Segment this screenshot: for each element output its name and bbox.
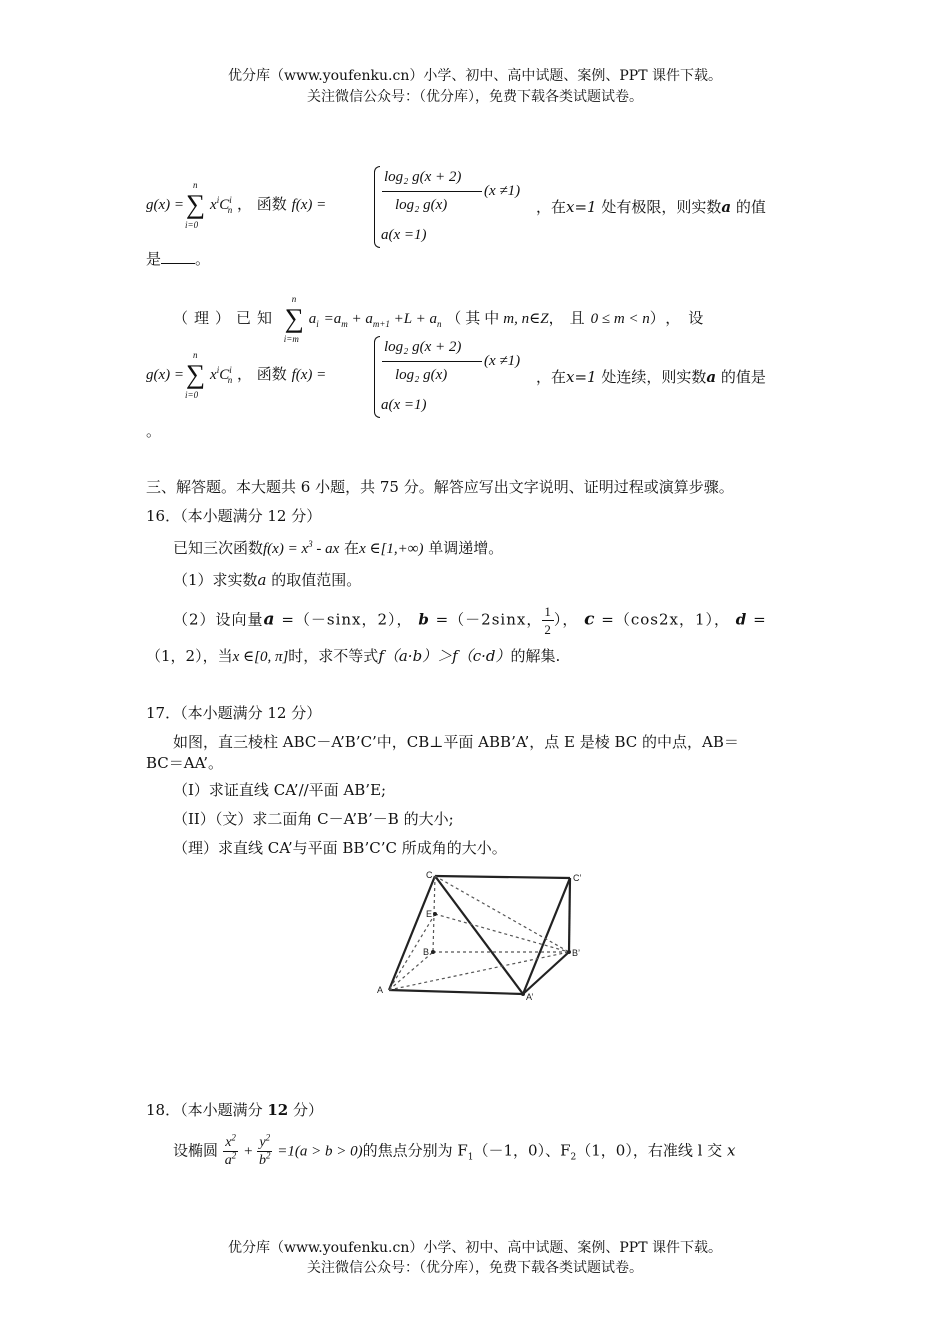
q18-stem: 设椭圆 $\frac{x^2}{a^2}$ + $\frac{y^2}{b^2}$ =1(a > b > 0)的焦点分别为 $F_1(-1$，0）、$F_2(1$，0），右准线 l 交 x xyxy=(173,1132,736,1168)
edge-c1a1 xyxy=(523,878,570,994)
sum-symbol: n ∑ i=0 xyxy=(185,180,206,230)
piecewise-row2-2: a(x =1) xyxy=(381,397,427,413)
piecewise-numerator: log₂ g(x + 2) xyxy=(384,169,462,185)
q16-part2: （2）设向量a =（－sinx，2）， b =（－2sinx， $\frac{1}{2}$ ）， c =（cos2x，1）， d = xyxy=(173,604,767,637)
q15-wen-tail: ，在x=1 处有极限，则实数a 的值 xyxy=(536,198,766,216)
label-b: B xyxy=(423,947,430,957)
q15-wen-line2: 是 。 xyxy=(146,250,211,268)
label-a: A xyxy=(377,985,384,995)
point-a1 xyxy=(521,992,525,996)
section-3-title: 三、解答题。本大题共 6 小题，共 75 分。解答应写出文字说明、证明过程或演算步骤。 xyxy=(146,478,734,496)
q17-part3: （理）求直线 CA’与平面 BB’C’C 所成角的大小。 xyxy=(173,839,507,857)
edge-ca xyxy=(389,876,435,990)
label-c: C xyxy=(426,870,433,880)
q17-stem-1: 如图，直三棱柱 ABC－A’B’C’中，CB⊥平面 ABB’A’，点 E 是棱 BC 的中点，AB＝ xyxy=(173,733,739,751)
header-line-1: 优分库（www.youfenku.cn）小学、初中、高中试题、案例、PPT 课件下载。 xyxy=(227,68,722,84)
footer-line-2: 关注微信公众号：（优分库），免费下载各类试题试卷。 xyxy=(307,1260,643,1276)
q15-li-line1: （理）已知 n ∑ i=m $a_i =a_m + a_{m+1} +L + a_n$ （其中m, n∈Z，且0 ≤ m < n），设 xyxy=(173,294,712,344)
piecewise-row2: a(x =1) xyxy=(381,227,427,243)
piecewise-denominator: log₂ g(x) xyxy=(395,197,448,213)
point-b xyxy=(431,950,435,954)
q15-li-tail: ，在x=1 处连续，则实数a 的值是 xyxy=(536,368,766,386)
g-lhs: g(x) = xyxy=(146,197,185,213)
q18-heading: 18．（本小题满分 12 分） xyxy=(146,1101,324,1119)
label-c1: C’ xyxy=(573,873,582,883)
edge-c1b1 xyxy=(569,878,570,952)
point-e xyxy=(433,912,437,916)
piecewise-condition-2: (x ≠1) xyxy=(484,353,521,369)
edge-ca1 xyxy=(435,876,523,994)
q17-part1: （I）求证直线 CA’//平面 AB’E; xyxy=(173,781,387,799)
fraction-bar-2 xyxy=(382,361,482,362)
edge-aa1 xyxy=(389,990,523,994)
label-a1: A’ xyxy=(526,992,534,1002)
q15-wen-g-definition: g(x) = n ∑ i=0 $x^iC^i_n$ ， 函数 f(x) = xyxy=(146,180,327,230)
q17-part2: （II）（文）求二面角 C－A’B’－B 的大小; xyxy=(173,810,454,828)
q16-part1: （1）求实数a 的取值范围。 xyxy=(173,571,362,589)
piecewise-denominator-2: log₂ g(x) xyxy=(395,367,448,383)
edge-ab1-dashed xyxy=(389,952,569,990)
q16-part2-line2: （1，2），当x ∈[0, π]时，求不等式f（a·b）＞f（c·d）的解集. xyxy=(146,647,561,665)
q16-heading: 16．（本小题满分 12 分） xyxy=(146,507,322,525)
point-b1 xyxy=(567,950,571,954)
edge-cc1 xyxy=(435,876,570,878)
answer-blank[interactable] xyxy=(161,249,195,264)
q17-stem-2: BC＝AA’。 xyxy=(146,754,224,772)
label-b1: B’ xyxy=(572,948,581,958)
piecewise-condition: (x ≠1) xyxy=(484,183,521,199)
piecewise-brace-2 xyxy=(374,336,380,418)
q16-stem: 已知三次函数$f(x) = x^3$ - ax 在x ∈[1,+∞) 单调递增。 xyxy=(173,539,504,557)
q15-li-line2: 。 xyxy=(146,422,162,440)
prism-diagram xyxy=(373,866,593,1006)
fraction-bar xyxy=(382,191,482,192)
q17-heading: 17．（本小题满分 12 分） xyxy=(146,704,322,722)
footer-line-1: 优分库（www.youfenku.cn）小学、初中、高中试题、案例、PPT 课件下载。 xyxy=(227,1240,722,1256)
sum-symbol-2: n ∑ i=0 xyxy=(185,350,206,400)
sum-symbol-li: n ∑ i=m xyxy=(283,294,305,344)
q15-li-g-definition: g(x) = n ∑ i=0 $x^iC^i_n$ ， 函数 f(x) = xyxy=(146,350,327,400)
piecewise-numerator-2: log₂ g(x + 2) xyxy=(384,339,462,355)
prism-figure xyxy=(373,866,593,1006)
label-e: E xyxy=(426,909,433,919)
piecewise-brace xyxy=(374,166,380,248)
edge-b1a1 xyxy=(523,952,569,994)
header-line-2: 关注微信公众号：（优分库），免费下载各类试题试卷。 xyxy=(307,89,643,105)
edge-cb1-dashed xyxy=(435,876,569,952)
